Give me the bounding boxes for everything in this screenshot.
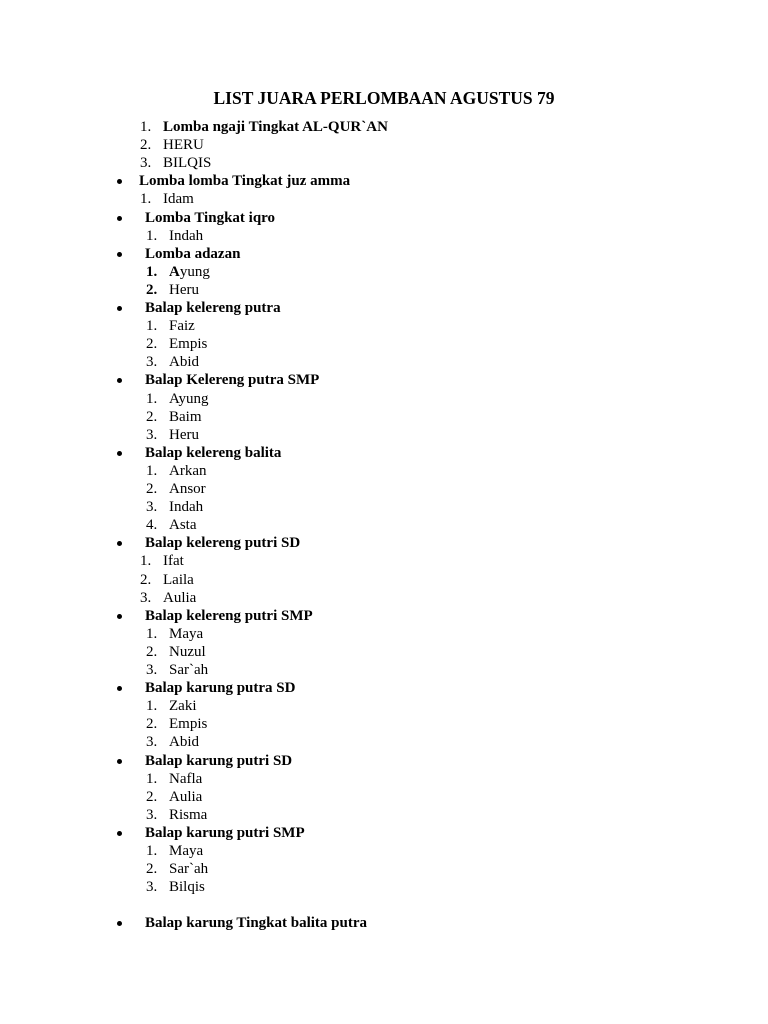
winner-name: Zaki (169, 698, 197, 715)
category-label: Balap kelereng putri SD (145, 535, 301, 552)
winner-rank: 1. (146, 263, 158, 280)
category-label: Balap karung putri SD (145, 752, 293, 769)
winner-rank: 3. (146, 879, 158, 896)
winner-name: Nafla (169, 770, 203, 787)
winner-rank: 2. (140, 571, 152, 588)
winner-name: Faiz (169, 318, 195, 335)
bullet-icon (117, 252, 122, 257)
winner-rank: 1. (146, 625, 158, 642)
winner-name: Heru (169, 281, 199, 298)
winner-name: HERU (163, 137, 204, 154)
winner-rank: 3. (140, 589, 152, 606)
category-label: Balap karung putra SD (145, 680, 296, 697)
category-label: Balap Kelereng putra SMP (145, 372, 320, 389)
category-label: Lomba adazan (145, 245, 241, 262)
bullet-icon (117, 831, 122, 836)
winner-rank: 3. (146, 662, 158, 678)
winner-rank: 2. (146, 643, 158, 660)
winner-name: Ansor (169, 481, 206, 497)
list-number: 1. (140, 119, 152, 135)
winner-name: Sar`ah (169, 662, 209, 678)
bullet-icon (117, 921, 122, 926)
winner-name: Ifat (163, 553, 184, 570)
winner-name: Asta (169, 517, 197, 534)
winner-name: Sar`ah (169, 861, 209, 878)
winner-name: Maya (169, 625, 204, 642)
winner-rank: 1. (146, 390, 158, 407)
winner-rank: 3. (146, 734, 158, 751)
winner-rank: 2. (146, 408, 158, 425)
winner-rank: 1. (140, 191, 152, 208)
page-title: LIST JUARA PERLOMBAAN AGUSTUS 79 (213, 88, 555, 108)
winner-rank: 4. (146, 517, 158, 534)
winner-name: Empis (169, 336, 208, 353)
bullet-icon (117, 451, 122, 456)
bullet-icon (117, 614, 122, 619)
winner-rank: 1. (146, 770, 158, 787)
winner-rank: 1. (146, 318, 158, 335)
winner-rank: 2. (146, 336, 158, 353)
winner-name: Risma (169, 806, 208, 823)
winner-rank: 2. (140, 137, 152, 154)
winner-rank: 2. (146, 788, 158, 805)
category-label: Balap kelereng putri SMP (145, 607, 313, 624)
winner-rank: 3. (146, 354, 158, 371)
winner-rank: 3. (146, 426, 158, 443)
bullet-icon (117, 306, 122, 311)
winner-rank: 2. (146, 481, 158, 497)
winner-rank: 2. (146, 716, 158, 733)
bullet-icon (117, 378, 122, 383)
winner-name: Indah (169, 499, 204, 516)
bullet-icon (117, 686, 122, 691)
category-label: Balap karung Tingkat balita putra (145, 915, 368, 932)
bullet-icon (117, 759, 122, 764)
winner-name: Baim (169, 408, 202, 425)
winner-rank: 3. (146, 806, 158, 823)
category-label: Balap kelereng putra (145, 300, 281, 316)
winner-name: Idam (163, 191, 194, 208)
category-label: Lomba lomba Tingkat juz amma (139, 173, 351, 190)
winner-name: Aulia (163, 589, 197, 606)
category-label: Balap kelereng balita (145, 444, 282, 461)
winner-name: Empis (169, 716, 208, 733)
winner-rank: 1. (146, 227, 158, 244)
winner-name: Laila (163, 571, 194, 588)
winner-rank: 2. (146, 861, 158, 878)
winner-rank: 2. (146, 281, 158, 298)
winner-name: Ayung (169, 390, 209, 407)
winner-name: Aulia (169, 788, 203, 805)
winner-rank: 1. (146, 843, 158, 859)
winner-name: Ayung (169, 263, 210, 280)
winner-rank: 1. (140, 553, 152, 570)
winner-name: Indah (169, 227, 204, 244)
winner-rank: 1. (146, 698, 158, 715)
winner-name: BILQIS (163, 155, 212, 172)
winner-name: Abid (169, 734, 199, 751)
bullet-icon (117, 216, 122, 221)
winner-name: Bilqis (169, 879, 205, 896)
winner-name: Heru (169, 426, 199, 443)
category-label: Lomba ngaji Tingkat AL-QUR`AN (163, 119, 388, 135)
category-label: Balap karung putri SMP (145, 824, 305, 841)
bullet-icon (117, 541, 122, 546)
winner-name: Abid (169, 354, 199, 371)
winner-name: Arkan (169, 462, 207, 479)
winner-rank: 3. (140, 155, 152, 172)
winner-name: Nuzul (169, 643, 206, 660)
category-label: Lomba Tingkat iqro (145, 209, 276, 226)
winner-rank: 1. (146, 462, 158, 479)
winner-name: Maya (169, 843, 204, 859)
bullet-icon (117, 179, 122, 184)
winner-rank: 3. (146, 499, 158, 516)
